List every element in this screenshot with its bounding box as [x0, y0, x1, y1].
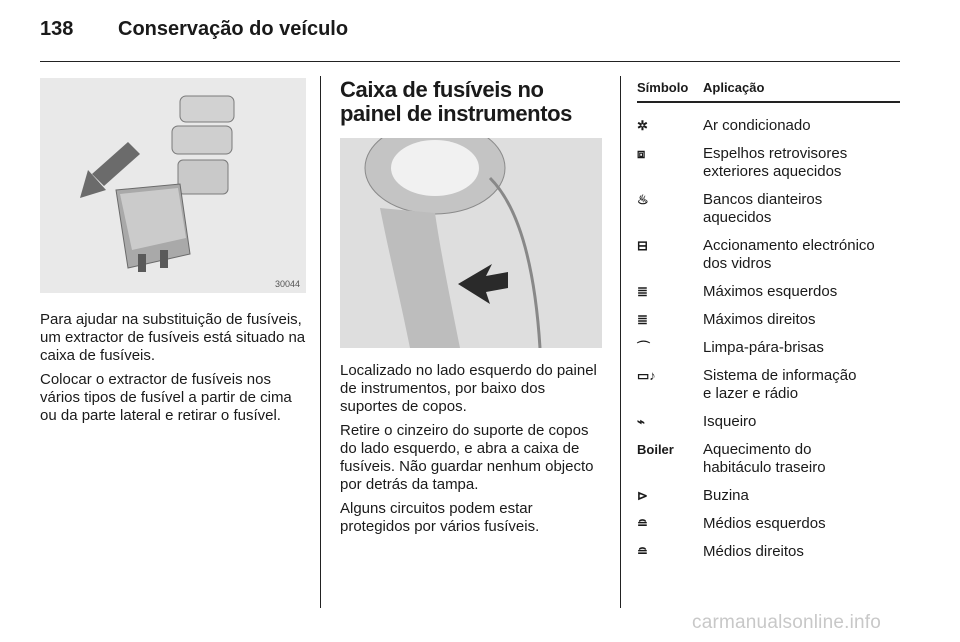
- header-symbol: Símbolo: [637, 78, 703, 102]
- table-header-row: [637, 78, 900, 102]
- heated-seat-icon: ♨: [637, 192, 649, 207]
- application-line: habitáculo traseiro: [703, 459, 826, 476]
- wiper-icon: ⌒: [637, 340, 651, 355]
- table-row: [637, 273, 900, 301]
- extractor-middle: [172, 126, 232, 154]
- application-cell: [703, 135, 900, 181]
- application-cell: [703, 273, 900, 301]
- paragraph-3: Localizado no lado esquerdo do painel de instrumentos, por baixo dos suportes de copos.: [340, 362, 597, 415]
- power-window-icon: ⊟: [637, 238, 648, 253]
- fuse-extractor-illustration: [40, 78, 306, 293]
- table-row: [637, 357, 900, 403]
- application-line: Médios direitos: [703, 543, 804, 560]
- column-divider-1: [320, 76, 321, 608]
- application-line: Accionamento electrónico: [703, 237, 875, 254]
- application-cell: [703, 505, 900, 533]
- application-line: Ar condicionado: [703, 117, 811, 134]
- application-line: Espelhos retrovisores: [703, 145, 848, 162]
- horn-icon: ⊳: [637, 488, 648, 503]
- application-cell: [703, 102, 900, 135]
- watermark: carmanualsonline.info: [692, 612, 882, 633]
- table-row: [637, 403, 900, 431]
- page-header: [40, 18, 348, 48]
- table-row: [637, 533, 900, 561]
- application-cell: [703, 477, 900, 505]
- application-cell: [703, 301, 900, 329]
- application-cell: [703, 329, 900, 357]
- low-beam-right-icon: ≘: [637, 544, 648, 559]
- application-line: Máximos direitos: [703, 311, 816, 328]
- table-row: [637, 102, 900, 135]
- section-heading: Caixa de fusíveis no painel de instrumentos: [340, 77, 573, 126]
- symbol-text: Boiler: [637, 442, 674, 457]
- application-line: aquecidos: [703, 209, 772, 226]
- table-row: [637, 477, 900, 505]
- table-row: [637, 227, 900, 273]
- table-row: [637, 329, 900, 357]
- figure-code: 30044: [274, 279, 300, 289]
- table-row: [637, 301, 900, 329]
- extractor-grip: [178, 160, 228, 194]
- paragraph-1: Para ajudar na substituição de fusíveis, um extractor de fusíveis está situado na caixa de fusíveis.: [40, 311, 306, 364]
- application-line: Sistema de informação: [703, 367, 857, 384]
- page-title: Conservação do veículo: [118, 18, 349, 40]
- application-cell: [703, 533, 900, 561]
- arrow-shaft: [92, 142, 140, 186]
- fuse-table-body: [637, 102, 900, 561]
- high-beam-left-icon: ≣: [637, 284, 648, 299]
- application-line: Máximos esquerdos: [703, 283, 838, 300]
- application-line: Isqueiro: [703, 413, 757, 430]
- instrument-panel-drawing: [340, 138, 602, 348]
- application-line: Médios esquerdos: [703, 515, 826, 532]
- high-beam-right-icon: ≣: [637, 312, 648, 327]
- fuse-pin-right: [160, 250, 168, 268]
- table-row: [637, 181, 900, 227]
- low-beam-left-icon: ≘: [637, 516, 648, 531]
- column-right: [637, 78, 900, 561]
- infotainment-icon: ▭♪: [637, 368, 656, 383]
- application-line: dos vidros: [703, 255, 772, 272]
- fan-icon: ✲: [637, 118, 648, 133]
- paragraph-4: Retire o cinzeiro do suporte de copos do lado esquerdo, e abra a caixa de fusíveis. Não guardar nenhum objecto por detrás da tampa.: [340, 422, 594, 493]
- header-application: Aplicação: [703, 78, 900, 102]
- cigarette-lighter-icon: ⌁: [637, 414, 645, 429]
- application-line: Buzina: [703, 487, 749, 504]
- paragraph-2: Colocar o extractor de fusíveis nos vários tipos de fusível a partir de cima ou da parte lateral e retirar o fusível.: [40, 371, 292, 424]
- instrument-panel-photo: [340, 138, 602, 348]
- header-rule: [40, 61, 900, 62]
- extractor-top: [180, 96, 234, 122]
- column-left: [40, 78, 306, 431]
- application-cell: [703, 403, 900, 431]
- application-cell: [703, 181, 900, 227]
- application-line: exteriores aquecidos: [703, 163, 842, 180]
- fuse-pin-left: [138, 254, 146, 272]
- page-number: 138: [40, 18, 74, 40]
- application-cell: [703, 357, 900, 403]
- heated-mirror-icon: ⧈: [637, 146, 646, 161]
- table-row: [637, 431, 900, 477]
- application-line: Aquecimento do: [703, 441, 812, 458]
- column-middle: [340, 78, 606, 542]
- fuse-table: [637, 78, 900, 561]
- application-cell: [703, 227, 900, 273]
- fuse-extractor-drawing: [40, 78, 306, 293]
- application-line: Bancos dianteiros: [703, 191, 823, 208]
- paragraph-5: Alguns circuitos podem estar protegidos por vários fusíveis.: [340, 500, 540, 535]
- table-row: [637, 505, 900, 533]
- table-row: [637, 135, 900, 181]
- application-line: Limpa-pára-brisas: [703, 339, 824, 356]
- application-cell: [703, 431, 900, 477]
- column-divider-2: [620, 76, 621, 608]
- cupholder-hole: [391, 140, 479, 196]
- application-line: e lazer e rádio: [703, 385, 799, 402]
